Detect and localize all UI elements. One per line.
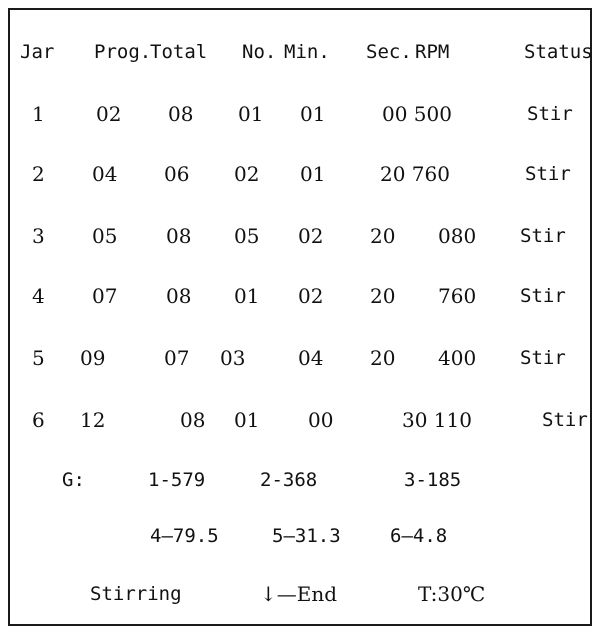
row-2-min: 01 — [300, 162, 326, 186]
row-1-no: 01 — [238, 102, 264, 126]
g-value-1: 1-579 — [148, 469, 206, 491]
header-status: Status — [524, 41, 593, 63]
row-6-jar: 6 — [32, 408, 45, 432]
g-value-3: 3-185 — [404, 469, 462, 491]
row-3-total: 08 — [166, 224, 192, 248]
row-5-sec: 20 — [370, 346, 396, 370]
row-4-jar: 4 — [32, 284, 45, 308]
row-5-status: Stir — [520, 347, 566, 369]
row-3-no: 05 — [234, 224, 260, 248]
g-value-4: 4—79.5 — [150, 525, 219, 547]
stirring-status: Stirring — [90, 583, 182, 605]
row-4-no: 01 — [234, 284, 260, 308]
row-1-prog: 02 — [96, 102, 122, 126]
row-6-prog: 12 — [80, 408, 106, 432]
g-value-5: 5—31.3 — [272, 525, 341, 547]
row-2-sec-rpm: 20 760 — [380, 162, 450, 186]
row-5-min: 04 — [298, 346, 324, 370]
display-panel — [8, 8, 592, 626]
row-5-total: 07 — [164, 346, 190, 370]
row-1-status: Stir — [527, 103, 573, 125]
header-no: No. — [242, 41, 277, 63]
header-min: Min. — [284, 41, 330, 63]
row-3-rpm: 080 — [438, 224, 477, 248]
row-5-rpm: 400 — [438, 346, 477, 370]
row-4-total: 08 — [166, 284, 192, 308]
header-sec: Sec. — [366, 41, 412, 63]
row-1-total: 08 — [168, 102, 194, 126]
header-rpm: RPM — [415, 41, 450, 63]
g-label: G: — [62, 469, 85, 491]
row-1-sec-rpm: 00 500 — [382, 102, 452, 126]
g-value-2: 2-368 — [260, 469, 318, 491]
row-4-min: 02 — [298, 284, 324, 308]
row-4-rpm: 760 — [438, 284, 477, 308]
g-value-6: 6—4.8 — [390, 525, 448, 547]
row-5-jar: 5 — [32, 346, 45, 370]
row-3-prog: 05 — [92, 224, 118, 248]
row-1-min: 01 — [300, 102, 326, 126]
row-5-no: 03 — [220, 346, 246, 370]
row-2-status: Stir — [525, 163, 571, 185]
end-indicator: ↓—End — [260, 582, 338, 606]
row-3-min: 02 — [298, 224, 324, 248]
temperature-readout: T:30℃ — [418, 582, 486, 606]
row-6-sec-rpm: 30 110 — [402, 408, 472, 432]
row-6-total: 08 — [180, 408, 206, 432]
row-4-sec: 20 — [370, 284, 396, 308]
row-1-jar: 1 — [32, 102, 45, 126]
row-4-status: Stir — [520, 285, 566, 307]
row-3-sec: 20 — [370, 224, 396, 248]
header-jar: Jar — [20, 41, 55, 63]
row-6-min: 00 — [308, 408, 334, 432]
row-2-prog: 04 — [92, 162, 118, 186]
header-prog: Prog. — [94, 41, 152, 63]
row-3-jar: 3 — [32, 224, 45, 248]
row-6-no: 01 — [234, 408, 260, 432]
row-4-prog: 07 — [92, 284, 118, 308]
row-2-no: 02 — [234, 162, 260, 186]
header-total: Total — [150, 41, 208, 63]
row-3-status: Stir — [520, 225, 566, 247]
row-5-prog: 09 — [80, 346, 106, 370]
row-2-jar: 2 — [32, 162, 45, 186]
row-2-total: 06 — [164, 162, 190, 186]
row-6-status: Stir — [542, 409, 588, 431]
